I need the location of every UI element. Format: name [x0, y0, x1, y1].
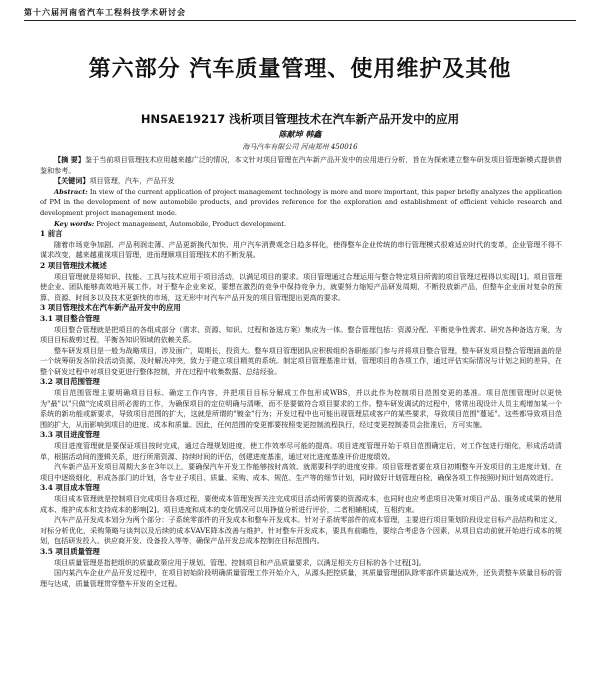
section-heading: 3.5 项目质量管理: [40, 546, 100, 556]
body-paragraph: 项目成本管理就是控制项目完成项目各项过程，要使成本管理发挥关注完成项目活动所需要的资源成本，也同时也应考虑项目决策对项目产品、服务或成果的使用成本、维护成本和支持成本的影响[2]。项目进度和成本的变化情况可以用挣值分析进行评价，二者相辅相成，互相约束。: [40, 494, 562, 514]
header-rule: [24, 20, 576, 21]
keywords-en-text: Project management, Automobile, Product development.: [96, 219, 287, 228]
running-header: 第十六届河南省汽车工程科技学术研讨会: [24, 8, 186, 17]
article-title: HNSAE19217 浅析项目管理技术在汽车新产品开发中的应用: [140, 112, 460, 126]
abstract-en-label: Abstract:: [54, 187, 88, 196]
part-title: 第六部分 汽车质量管理、使用维护及其他: [88, 56, 512, 82]
section-heading: 3.1 项目整合管理: [40, 313, 100, 323]
body-paragraph: 项目整合管理就是把项目的各组成部分（需求、资源、知识、过程和备选方案）集成为一体。整合管理包括：资源分配、平衡竞争性需求、研究各种备选方案，为项目目标裁剪过程，平衡各知识领域的依赖关系。: [40, 324, 562, 345]
abstract-en-text: In view of the current application of project management technology is more and more important, this paper briefly analyzes the application of PM in the development of new automobile products, and provides reference for the exploration and establishment of efficient vehicle research and development project management mode.: [40, 187, 562, 217]
body-paragraph: 国内某汽车企业产品开发过程中，在项目初始阶段明确质量管理工作开始介入，从源头把控质量，其质量管理团队除零部件质量达成外，还负责整车质量目标的管理与达成，质量管理贯穿整车开发的全过程。: [40, 568, 562, 588]
body-paragraph: 项目质量管理是指把组织的质量政策应用于规划、管理、控制项目和产品质量要求，以满足相关方目标的各个过程[3]。: [54, 557, 426, 567]
section-heading: 3.3 项目进度管理: [40, 430, 100, 440]
section-heading: 3.4 项目成本管理: [40, 483, 100, 493]
article-sections: [40, 229, 562, 589]
body-paragraph: 随着市场竞争加剧、产品利润走薄、产品更新换代加快、用户汽车消费观念日趋多样化，使得整车企业传统的串行管理模式很难适应时代的变革，企业管理不得不谋求改变，越来越重视项目管理，进而理顺项目管理技术的不断发展。: [40, 239, 562, 260]
abstract-cn: [40, 155, 562, 176]
section-heading: 1 前言: [40, 229, 63, 239]
section-heading: 3 项目管理技术在汽车新产品开发中的应用: [40, 303, 181, 313]
body-paragraph: 汽车新产品开发项目周期大多在3年以上，要确保汽车开发工作能够按时高效、就需要科学的进度安排。项目管理者要在项目初期整车开发项目的主进度计划，在项目中逐级细化，形成各部门的计划，各专业子项目、质量、采购、成本、规范、生产等的细节计划，同时做好计划管理自检，确保各项工作按照时间计划高效进行。: [40, 462, 562, 482]
section-heading: 3.2 项目范围管理: [40, 377, 100, 387]
section-heading: 2 项目管理技术概述: [40, 260, 107, 270]
abstract-en: [40, 187, 562, 219]
body-paragraph: 项目进度管理就是要保证项目按时完成，通过合理规划进度，使工作效率尽可能的提高。项目进度管理开始于项目范围确定后，对工作包进行细化，形成活动清单，根据活动间的逻辑关系，进行所需资源、持续时间的评估，创建进度基准，通过对比进度基准评价进度绩效。: [40, 441, 562, 461]
keywords-cn-label: 【关键词】: [54, 176, 90, 186]
article-authors: 陈献坤 韩鑫: [278, 129, 322, 139]
keywords-cn-text: 项目管理，汽车，产品开发: [89, 176, 175, 186]
article-affiliation: 海马汽车有限公司 河南郑州 450016: [242, 143, 358, 151]
abstract-cn-label: 【摘 要】: [54, 155, 85, 164]
body-paragraph: 汽车产品开发成本划分为两个部分：子系统零部件的开发成本和整车开发成本。针对子系统零部件的成本管理，主要进行项目策划阶段设定目标产品结构和定义，对标分析优化，采购策略与谈判以及后续的成本VAVE降本改善与维护。针对整车开发成本，要具有前瞻性，要综合考虑各个因素，从项目启动前就开始进行成本的规划，包括研发投入、供应商开发、设备投入等等，确保产品开发总成本控制在目标范围内。: [40, 515, 562, 546]
article-body: [40, 155, 562, 589]
keywords-cn: [40, 176, 562, 187]
body-paragraph: 项目范围管理主要明确项目目标、确定工作内容，并把项目目标分解成工作包形成WBS，并以此作为控制项目范围变更的基准。项目范围管理时以更快为"最"以"只做"完成项目所必需的工作，为确保项目的定位明确与清晰，而不是要做符合项目要求的工作。整车研发调试的过程中，常常出现设计人员主观增加某一个系统的新功能或新要求，导致项目范围的扩大，这就是所谓的"镀金"行为；开发过程中也可能出现管理层或客户的某些要求，导致项目范围"蔓延"。这些都导致项目范围的扩大，从而影响到项目的进度、成本和质量。因此，任何范围的变更都要按照变更控制流程执行，经过变更控制委员会批准后，方可实施。: [40, 388, 562, 429]
keywords-en-label: Key words:: [54, 219, 95, 228]
body-paragraph: 项目管理就是将知识、技能、工具与技术应用于项目活动，以满足项目的要求。项目管理通过合理运用与整合特定项目所需的项目管理过程得以实现[1]。项目管理使企业、团队能够高效地开展工作。对于整车企业来说，要想在激烈的竞争中保持竞争力，就要努力缩短产品研发周期，不断投放新产品，但整车企业面对复杂的预算、资源、时间多以及技术更新快的市场，这无形中对汽车产品开发的项目管理提出更高的要求。: [40, 271, 562, 302]
abstract-cn-text: 鉴于当前项目管理技术应用越来越广泛的情况，本文针对项目管理在汽车新产品开发中的应用进行分析，旨在为探索建立整车研发项目管理新模式提供借鉴和参考。: [40, 155, 562, 175]
body-paragraph: 整车研发项目是一般为战略项目，涉及面广，周期长，投资大。整车项目管理团队应积极组织各职能部门参与并将项目整合管理，整车研发项目整合管理涵盖的是一个统筹研发各阶段活动资源、及时解决冲突，致力于建立项目精英的系统。制定项目管理基准计划，管理项目的各项工作，通过评估实际情况与计划之间的差异，在整个研发过程中对项目变更进行整体控制，并在过程中收集数据、总结经验。: [40, 345, 562, 376]
keywords-en: [40, 219, 562, 230]
